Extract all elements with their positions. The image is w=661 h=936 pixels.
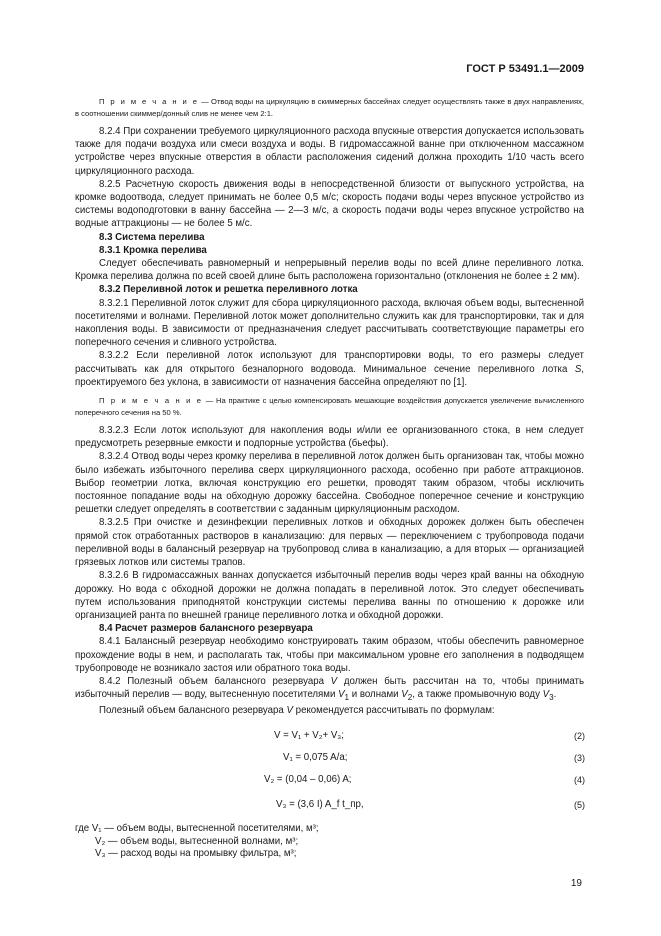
para-8-3-1: Следует обеспечивать равномерный и непрерывный перелив воды по всей длине переливного лотка. Кромка перелива должна по всей своей длине быть расположена горизонтально (отклонения не более ± 2 мм). <box>75 258 584 283</box>
para-8-4-1: 8.4.1 Балансный резервуар необходимо конструировать таким образом, чтобы обеспечить равномерное прохождение воды в нем, и располагать так, чтобы при максимальном уровне его заполнения в подводящем трубопроводе не возникало застоя или обратного тока воды. <box>75 636 584 674</box>
formula-3-number: (3) <box>574 753 585 763</box>
para-8-4-2: 8.4.2 Полезный объем балансного резервуара V должен быть рассчитан на то, чтобы принимать избыточный перелив — воду, вытесненную посетителями $V_1$ и волнами $V_2$, а также промывочную воду $V_3$. <box>75 675 584 703</box>
def-v3: V₃ — расход воды на промывку фильтра, м³; <box>95 848 297 859</box>
variable-definitions <box>75 823 319 861</box>
formula-5: V₃ = (3,6 I) A_f t_пр, <box>276 799 364 810</box>
heading-8-4: 8.4 Расчет размеров балансного резервуара <box>99 623 313 635</box>
para-8-3-2-1: 8.3.2.1 Переливной лоток служит для сбора циркуляционного расхода, включая объем воды, вытесненной посетителями и волнами. Переливной лоток может дополнительно служить как для транспортировки, так и для накопления воды. В зависимости от предназначения следует рассчитывать соответствующие параметры его поперечного сечения и сливного устройства. <box>75 297 584 349</box>
para-8-2-4: 8.2.4 При сохранении требуемого циркуляционного расхода впускные отверстия допускается использовать также для подачи воздуха или смеси воздуха и воды. В гидромассажной ванне при отключенном массажном устройстве через впускные отверстия в области расположения сидений должна проходить 1/10 часть всего циркуляционного расхода. <box>75 126 584 177</box>
note-2: П р и м е ч а н и е — На практике с целью компенсировать мешающие воздействия допускается увеличение вычисленного поперечного сечения на 50 %. <box>75 396 584 417</box>
para-8-3-2-5: 8.3.2.5 При очистке и дезинфекции переливных лотков и обходных дорожек должен быть обеспечен прямой сток отработанных растворов в канализацию: для первых — переключением с трубопровода подачи переливной воды в балансный резервуар на трубопровод слива в канализацию, а для вторых — организацией грязевых лотков или системы трапов. <box>75 517 584 569</box>
heading-8-3: 8.3 Система перелива <box>99 231 205 243</box>
para-8-3-2-3: 8.3.2.3 Если лоток используют для накопления воды и/или ее организованного стока, в нем следует предусмотреть резервные емкости и подпорные устройства (бьефы). <box>75 425 584 450</box>
formula-3: V₁ = 0,075 A/a; <box>283 752 348 763</box>
formula-4: V₂ = (0,04 – 0,06) A; <box>264 774 352 785</box>
para-8-3-2-6: 8.3.2.6 В гидромассажных ваннах допускается избыточный перелив воды через край ванны на обходную дорожку. Но вода с обходной дорожки не должна попадать в переливной лоток. Это следует обеспечивать путем использования приподнятой конструкции системы перелива ванны по отношению к дорожке или организацией ранта по внешней границе переливного лотка и обходной дорожки. <box>75 570 584 621</box>
def-v2: V₂ — объем воды, вытесненной волнами, м³; <box>95 835 299 847</box>
formula-2-number: (2) <box>574 731 585 741</box>
para-8-3-2-4: 8.3.2.4 Отвод воды через кромку перелива в переливной лоток должен быть организован так, чтобы можно было избежать избыточного перелива сверх циркуляционного расхода, особенно при работе аттракционов. Выбор геометрии лотка, включая конструкцию его решетки, проводят таким образом, чтобы исключить постоянное попадание воды на обходную дорожку бассейна. Свободное поперечное сечение и конструкцию решетки следует определять в соответствии с заданным циркуляционным расходом. <box>75 451 584 516</box>
formula-2: V = V₁ + V₂+ V₃; <box>274 730 344 741</box>
para-8-4-2-b: Полезный объем балансного резервуара V рекомендуется рассчитывать по формулам: <box>99 705 495 717</box>
para-8-2-5: 8.2.5 Расчетную скорость движения воды в непосредственной близости от выпускного устройства, на кромке водоотвода, следует принимать не более 0,5 м/с; скорость подачи воды через впускное устройство из системы водоподготовки в ванну бассейна — 2—3 м/с, а скорость подачи воды через впускное устройство на водные аттракционы — не более 5 м/с. <box>75 178 584 230</box>
heading-8-3-2: 8.3.2 Переливной лоток и решетка переливного лотка <box>99 284 358 296</box>
document-header: ГОСТ Р 53491.1—2009 <box>466 63 584 75</box>
formula-4-number: (4) <box>574 775 585 785</box>
formula-5-number: (5) <box>574 800 585 810</box>
note-1: П р и м е ч а н и е — Отвод воды на циркуляцию в скиммерных бассейнах следует осуществлять также в двух направлениях, в соотношении скиммер/донный слив не менее чем 2:1. <box>75 97 584 118</box>
heading-8-3-1: 8.3.1 Кромка перелива <box>99 244 207 256</box>
para-8-3-2-2: 8.3.2.2 Если переливной лоток используют для транспортировки воды, то его размеры следует рассчитывать как для открытого безнапорного водовода. Минимальное сечение переливного лотка S, проектируемого без уклона, в зависимости от назначения бассейна определяют по [1]. <box>75 350 584 388</box>
page-number: 19 <box>570 878 582 889</box>
def-v1: где V₁ — объем воды, вытесненной посетителями, м³; <box>75 823 319 834</box>
text-block-top <box>75 96 584 717</box>
